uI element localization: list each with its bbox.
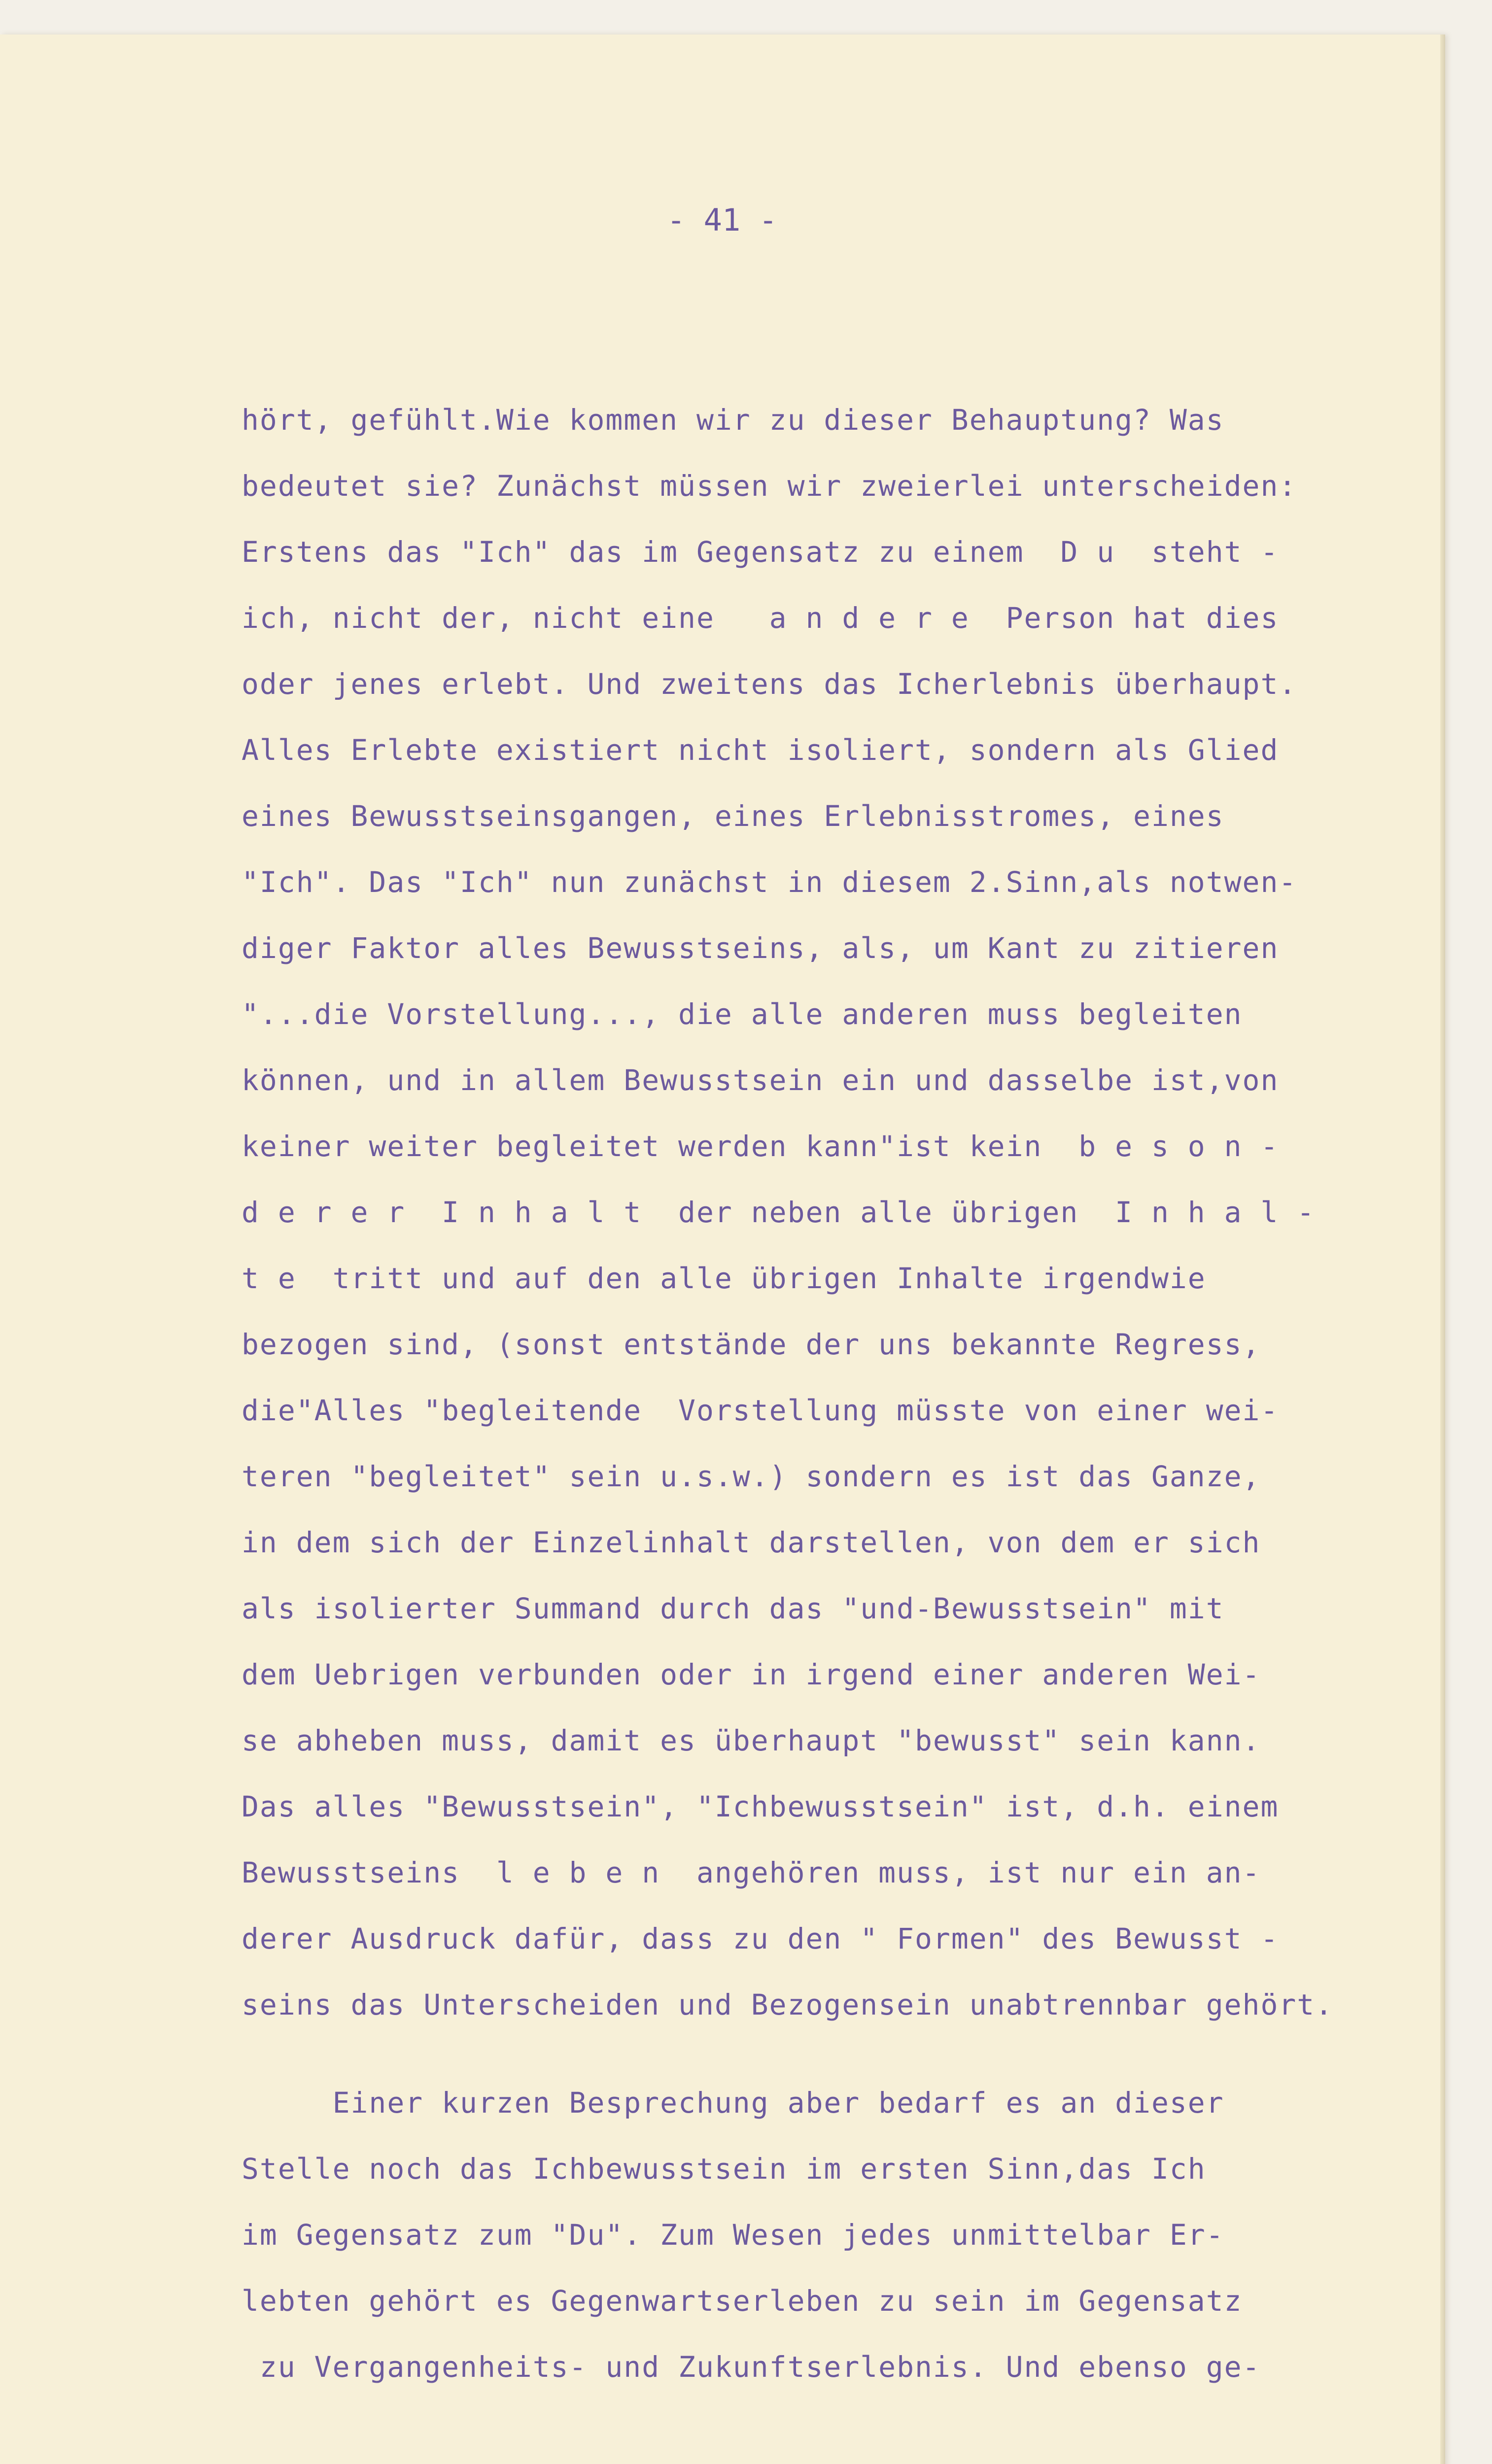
text-line: Bewusstseins l e b e n angehören muss, ist nur ein an- (242, 1856, 1261, 1889)
text-line: ich, nicht der, nicht eine a n d e r e Person hat dies (242, 601, 1279, 635)
text-line: in dem sich der Einzelinhalt darstellen, von dem er sich (242, 1526, 1261, 1559)
text-line: Alles Erlebte existiert nicht isoliert, sondern als Glied (242, 733, 1279, 767)
text-line: d e r e r I n h a l t der neben alle übrigen I n h a l - (242, 1196, 1316, 1229)
text-line: dem Uebrigen verbunden oder in irgend einer anderen Wei- (242, 1658, 1261, 1691)
text-line: Stelle noch das Ichbewusstsein im ersten Sinn,das Ich (242, 2152, 1206, 2186)
text-line: keiner weiter begleitet werden kann"ist kein b e s o n - (242, 1129, 1279, 1163)
paragraph-2 (242, 2070, 1434, 2400)
text-line: derer Ausdruck dafür, dass zu den " Formen" des Bewusst - (242, 1922, 1279, 1955)
text-line: Einer kurzen Besprechung aber bedarf es an dieser (242, 2086, 1224, 2120)
text-line: können, und in allem Bewusstsein ein und dasselbe ist,von (242, 1063, 1279, 1097)
text-line: Erstens das "Ich" das im Gegensatz zu einem D u steht - (242, 535, 1279, 569)
text-line: diger Faktor alles Bewusstseins, als, um Kant zu zitieren (242, 931, 1279, 965)
text-line: im Gegensatz zum "Du". Zum Wesen jedes unmittelbar Er- (242, 2218, 1224, 2252)
text-line: teren "begleitet" sein u.s.w.) sondern es ist das Ganze, (242, 1460, 1261, 1493)
text-line: seins das Unterscheiden und Bezogensein unabtrennbar gehört. (242, 1988, 1334, 2021)
text-line: bezogen sind, (sonst entstände der uns bekannte Regress, (242, 1328, 1261, 1361)
text-line: hört, gefühlt.Wie kommen wir zu dieser Behauptung? Was (242, 403, 1224, 437)
text-line: se abheben muss, damit es überhaupt "bewusst" sein kann. (242, 1724, 1261, 1757)
paragraph-1 (242, 387, 1434, 2038)
text-line: "...die Vorstellung..., die alle anderen muss begleiten (242, 997, 1243, 1031)
page-number: - 41 - (667, 202, 777, 238)
text-line: "Ich". Das "Ich" nun zunächst in diesem 2.Sinn,als notwen- (242, 865, 1297, 899)
text-line: bedeutet sie? Zunächst müssen wir zweierlei unterscheiden: (242, 469, 1297, 503)
text-line: zu Vergangenheits- und Zukunftserlebnis. Und ebenso ge- (242, 2350, 1261, 2384)
text-line: als isolierter Summand durch das "und-Bewusstsein" mit (242, 1592, 1224, 1625)
text-line: oder jenes erlebt. Und zweitens das Icherlebnis überhaupt. (242, 667, 1297, 701)
text-line: t e tritt und auf den alle übrigen Inhalte irgendwie (242, 1262, 1206, 1295)
text-line: eines Bewusstseinsgangen, eines Erlebnisstromes, eines (242, 799, 1224, 833)
page-edge (1440, 34, 1445, 2464)
text-line: lebten gehört es Gegenwartserleben zu sein im Gegensatz (242, 2284, 1243, 2318)
text-line: die"Alles "begleitende Vorstellung müsste von einer wei- (242, 1394, 1279, 1427)
text-line: Das alles "Bewusstsein", "Ichbewusstsein" ist, d.h. einem (242, 1790, 1279, 1823)
